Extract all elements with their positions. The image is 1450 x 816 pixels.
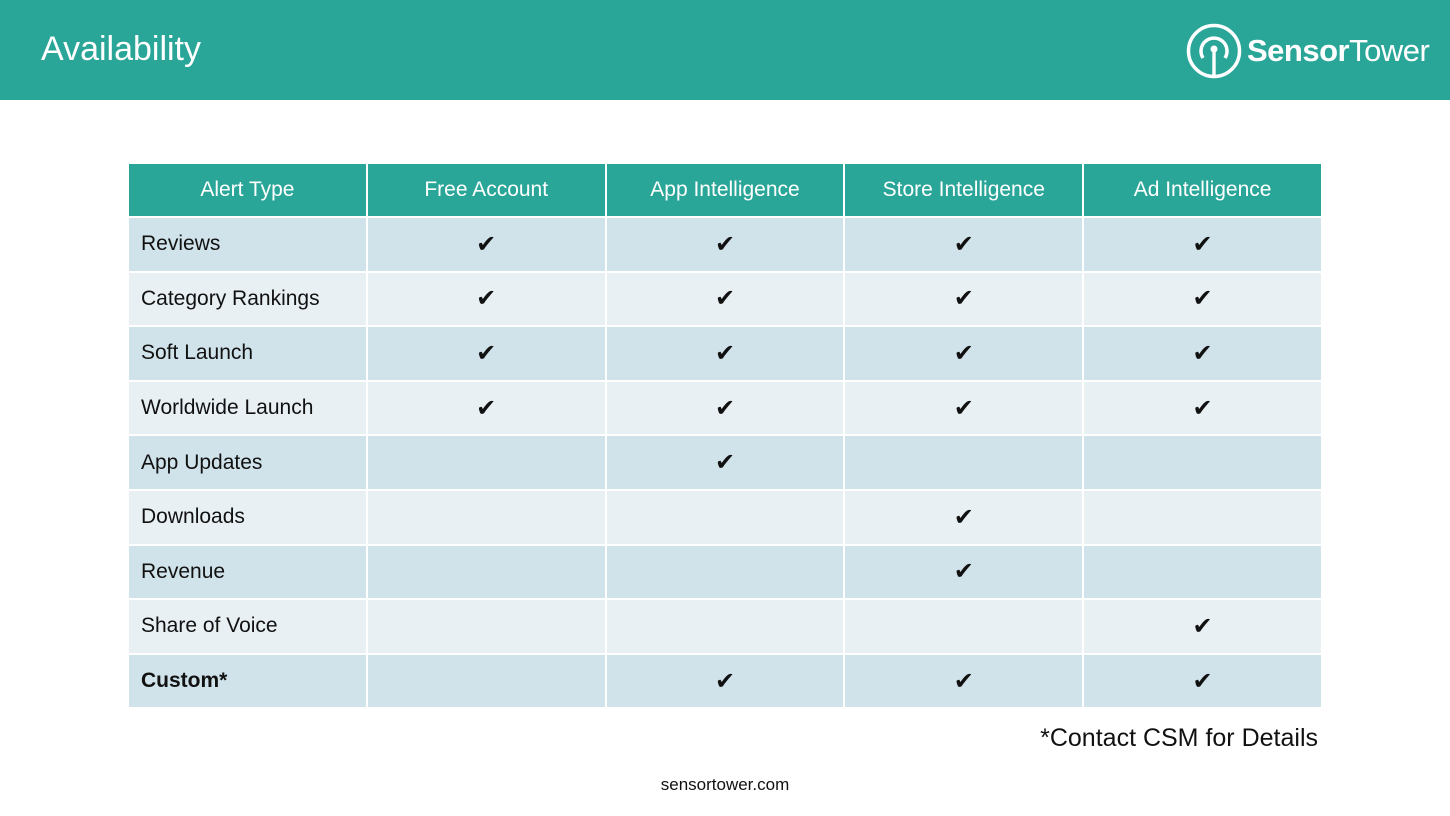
table-row xyxy=(128,545,1322,600)
availability-cell xyxy=(1083,654,1322,709)
availability-cell xyxy=(1083,381,1322,436)
table-row xyxy=(128,654,1322,709)
alert-type-label: Custom* xyxy=(128,654,367,709)
alert-type-label: Category Rankings xyxy=(128,272,367,327)
availability-cell xyxy=(367,545,606,600)
availability-cell xyxy=(367,326,606,381)
checkmark-icon: ✔ xyxy=(1192,612,1213,640)
footnote: *Contact CSM for Details xyxy=(1040,724,1318,752)
checkmark-icon: ✔ xyxy=(953,230,974,258)
sensor-tower-antenna-icon xyxy=(1186,23,1242,79)
checkmark-icon: ✔ xyxy=(714,339,736,367)
availability-cell xyxy=(606,599,845,654)
availability-cell xyxy=(1083,490,1322,545)
alert-type-label: Share of Voice xyxy=(128,599,367,654)
table-row xyxy=(128,381,1322,436)
column-header: Ad Intelligence xyxy=(1083,163,1322,217)
checkmark-icon: ✔ xyxy=(1192,667,1213,695)
checkmark-icon: ✔ xyxy=(953,339,974,367)
availability-cell xyxy=(844,381,1083,436)
availability-cell xyxy=(1083,217,1322,272)
table-row xyxy=(128,217,1322,272)
alert-type-label: Revenue xyxy=(128,545,367,600)
availability-cell xyxy=(606,435,845,490)
column-header: Store Intelligence xyxy=(844,163,1083,217)
availability-cell xyxy=(844,272,1083,327)
availability-cell xyxy=(606,490,845,545)
page-title: Availability xyxy=(41,30,202,68)
alert-type-label: Soft Launch xyxy=(128,326,367,381)
availability-cell xyxy=(1083,435,1322,490)
availability-cell xyxy=(844,435,1083,490)
availability-cell xyxy=(1083,599,1322,654)
availability-cell xyxy=(844,490,1083,545)
column-header: App Intelligence xyxy=(606,163,845,217)
footer-url: sensortower.com xyxy=(660,775,790,794)
availability-cell xyxy=(1083,545,1322,600)
checkmark-icon: ✔ xyxy=(476,285,497,313)
availability-cell xyxy=(367,217,606,272)
checkmark-icon: ✔ xyxy=(714,285,736,313)
availability-cell xyxy=(844,545,1083,600)
sensor-tower-logo xyxy=(1186,23,1429,79)
availability-cell xyxy=(844,599,1083,654)
availability-cell xyxy=(606,272,845,327)
table-header-row xyxy=(128,163,1322,217)
availability-cell xyxy=(1083,272,1322,327)
checkmark-icon: ✔ xyxy=(714,667,736,695)
checkmark-icon: ✔ xyxy=(953,503,974,531)
availability-table xyxy=(127,162,1323,709)
checkmark-icon: ✔ xyxy=(714,230,736,258)
checkmark-icon: ✔ xyxy=(953,558,974,586)
availability-cell xyxy=(606,654,845,709)
table-row xyxy=(128,599,1322,654)
availability-cell xyxy=(367,435,606,490)
availability-cell xyxy=(367,490,606,545)
table-row xyxy=(128,490,1322,545)
alert-type-label: Worldwide Launch xyxy=(128,381,367,436)
availability-cell xyxy=(1083,326,1322,381)
checkmark-icon: ✔ xyxy=(1192,339,1213,367)
checkmark-icon: ✔ xyxy=(953,285,974,313)
availability-cell xyxy=(844,326,1083,381)
header-banner xyxy=(0,0,1450,100)
checkmark-icon: ✔ xyxy=(1192,230,1213,258)
column-header: Alert Type xyxy=(128,163,367,217)
availability-cell xyxy=(606,545,845,600)
availability-cell xyxy=(367,599,606,654)
checkmark-icon: ✔ xyxy=(714,449,736,477)
table-row xyxy=(128,272,1322,327)
availability-cell xyxy=(367,654,606,709)
alert-type-label: App Updates xyxy=(128,435,367,490)
availability-cell xyxy=(844,217,1083,272)
checkmark-icon: ✔ xyxy=(476,230,497,258)
checkmark-icon: ✔ xyxy=(476,394,497,422)
availability-cell xyxy=(606,326,845,381)
table-row xyxy=(128,435,1322,490)
availability-cell xyxy=(606,381,845,436)
alert-type-label: Downloads xyxy=(128,490,367,545)
brand-name: SensorTower xyxy=(1247,33,1430,68)
checkmark-icon: ✔ xyxy=(714,394,736,422)
checkmark-icon: ✔ xyxy=(953,394,974,422)
checkmark-icon: ✔ xyxy=(476,339,497,367)
availability-cell xyxy=(606,217,845,272)
table-row xyxy=(128,326,1322,381)
availability-cell xyxy=(844,654,1083,709)
availability-cell xyxy=(367,272,606,327)
checkmark-icon: ✔ xyxy=(1192,285,1213,313)
availability-cell xyxy=(367,381,606,436)
checkmark-icon: ✔ xyxy=(953,667,974,695)
checkmark-icon: ✔ xyxy=(1192,394,1213,422)
alert-type-label: Reviews xyxy=(128,217,367,272)
column-header: Free Account xyxy=(367,163,606,217)
